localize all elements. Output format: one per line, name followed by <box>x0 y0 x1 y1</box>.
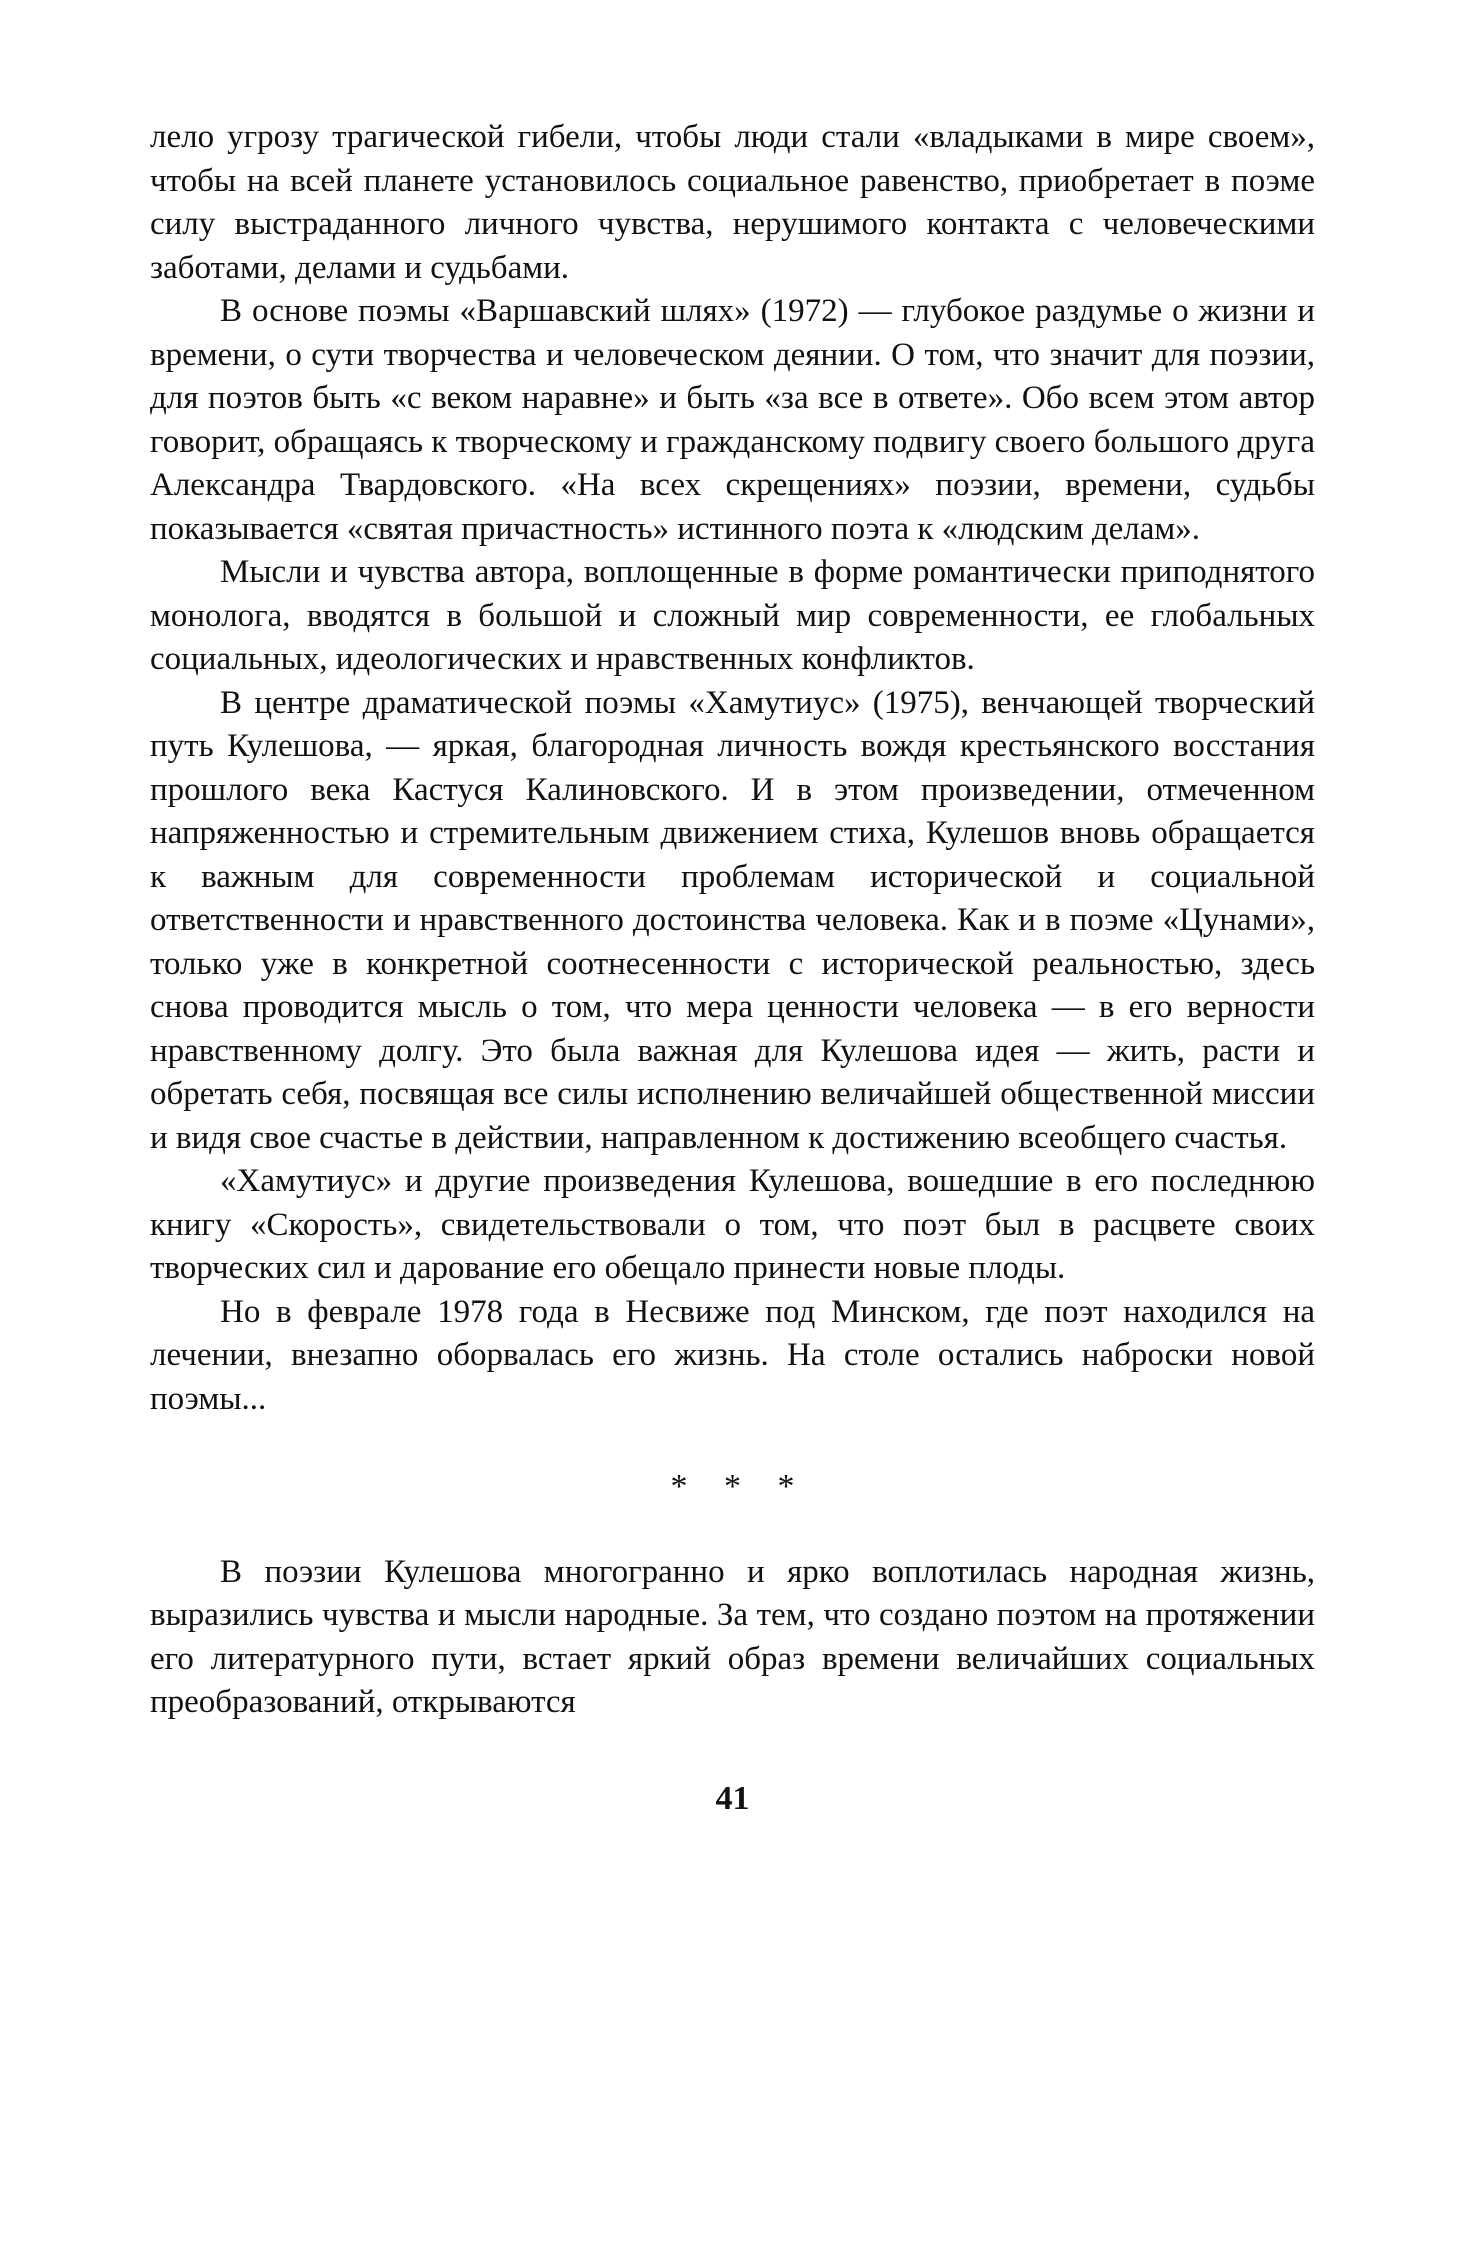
paragraph-death: Но в феврале 1978 года в Несвиже под Минском, где поэт находился на лечении, внезапно оборвалась его жизнь. На столе остались наброски новой поэмы... <box>150 1293 1315 1417</box>
section-separator: * * * <box>670 1468 809 1505</box>
paragraph-speed-book: «Хамутиус» и другие произведения Кулешова, вошедшие в его последнюю книгу «Скорость», свидетельствовали о том, что поэт был в расцвете своих творческих сил и дарование его обещало принести новые плоды. <box>150 1163 1315 1286</box>
paragraph-warsaw-road: В основе поэмы «Варшавский шлях» (1972) — глубокое раздумье о жизни и времени, о сути творчества и человеческом деянии. О том, что значит для поэзии, для поэтов быть «с веком наравне» и быть «за все в ответе». Обо всем этом автор говорит, обращаясь к творческому и гражданскому подвигу своего большого друга Александра Твардовского. «На всех скрещениях» поэзии, времени, судьбы показывается «святая причастность» истинного поэта к «людским делам». <box>150 293 1315 547</box>
paragraph-hamutius: В центре драматической поэмы «Хамутиус» (1975), венчающей творческий путь Кулешова, — яркая, благородная личность вождя крестьянского восстания прошлого века Кастуся Калиновского. И в этом произведении, отмеченном напряженностью и стремительным движением стиха, Кулешов вновь обращается к важным для современности проблемам исторической и социальной ответственности и нравственного достоинства человека. Как и в поэме «Цунами», только уже в конкретной соотнесенности с исторической реальностью, здесь снова проводится мысль о том, что мера ценности человека — в его верности нравственному долгу. Это была важная для Кулешова идея — жить, расти и обретать себя, посвящая все силы исполнению величайшей общественной миссии и видя свое счастье в действии, направленном к достижению всеобщего счастья. <box>150 684 1315 1156</box>
document-page <box>150 116 1315 1820</box>
paragraph-thoughts-feelings: Мысли и чувства автора, воплощенные в форме романтически приподнятого монолога, вводятся в большой и сложный мир современности, ее глобальных социальных, идеологических и нравственных конфликтов. <box>150 554 1315 677</box>
paragraph-closing: В поэзии Кулешова многогранно и ярко воплотилась народная жизнь, выразились чувства и мысли народные. За тем, что создано поэтом на протяжении его литературного пути, встает яркий образ времени величайших социальных преобразований, открываются <box>150 1553 1315 1720</box>
page-number: 41 <box>715 1779 750 1817</box>
paragraph-continued: лело угрозу трагической гибели, чтобы люди стали «владыками в мире своем», чтобы на всей планете установилось социальное равенство, приобретает в поэме силу выстраданного личного чувства, нерушимого контакта с человеческими заботами, делами и судьбами. <box>150 119 1315 286</box>
